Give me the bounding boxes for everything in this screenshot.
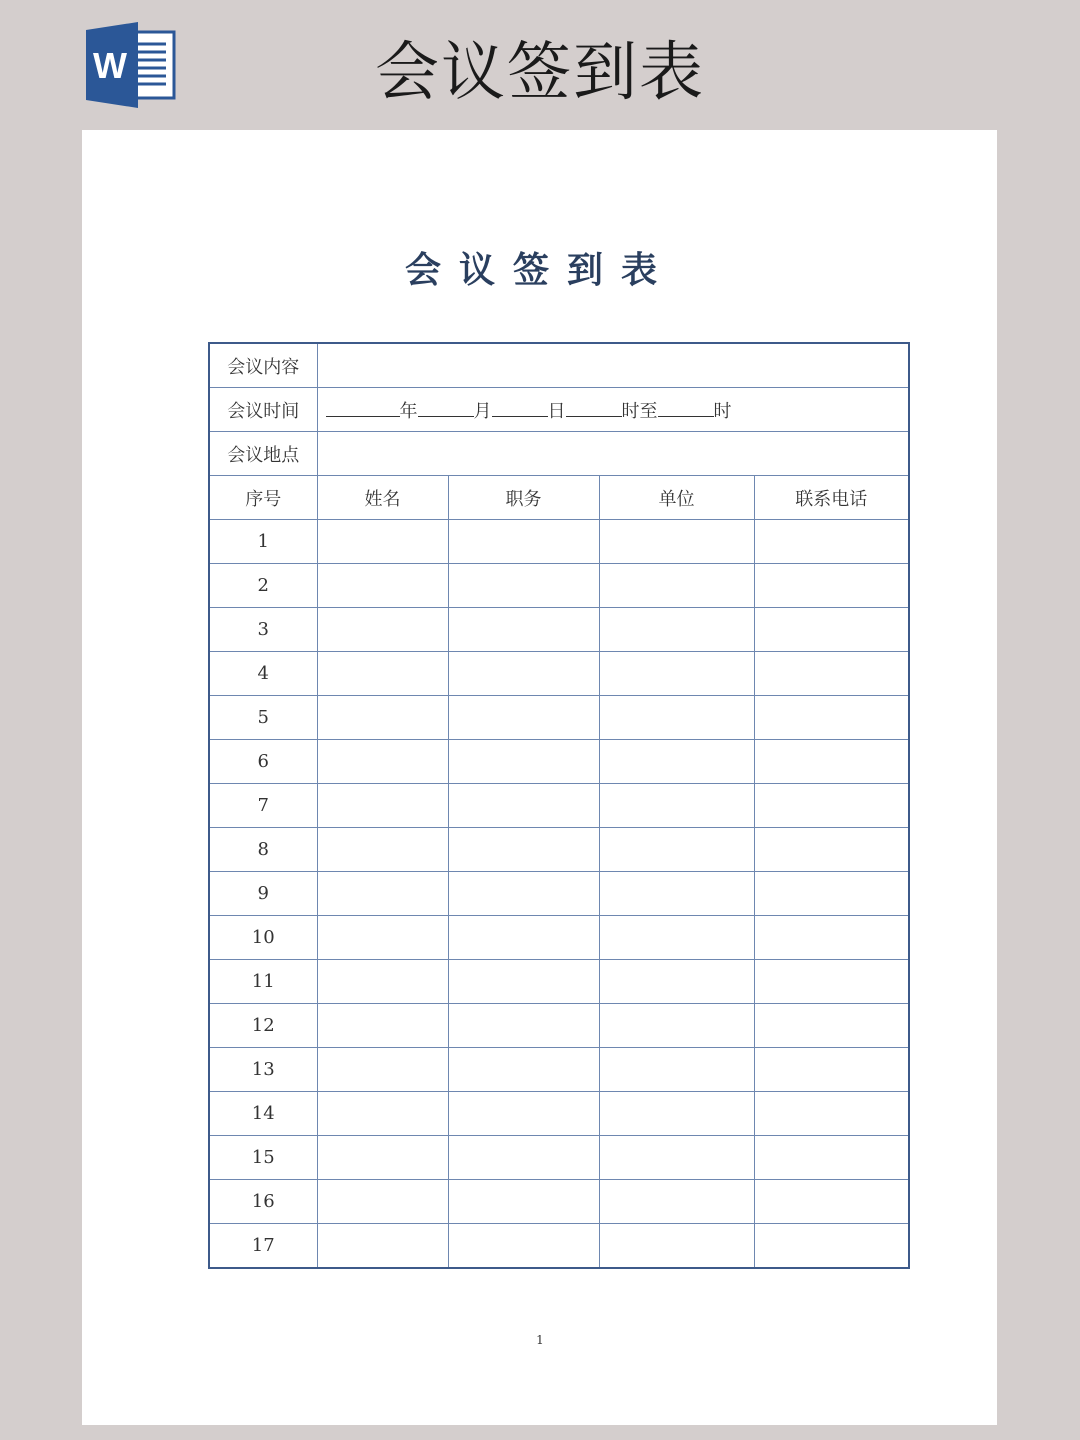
- meeting-location-field[interactable]: [317, 432, 909, 476]
- table-row: [209, 520, 909, 564]
- position-cell[interactable]: [448, 652, 599, 696]
- meeting-location-label: 会议地点: [209, 432, 317, 476]
- phone-cell[interactable]: [754, 740, 909, 784]
- table-row: [209, 960, 909, 1004]
- table-row: [209, 1092, 909, 1136]
- phone-cell[interactable]: [754, 1004, 909, 1048]
- table-row: [209, 740, 909, 784]
- column-header-number: 序号: [209, 476, 317, 520]
- phone-cell[interactable]: [754, 564, 909, 608]
- meeting-content-label: 会议内容: [209, 343, 317, 388]
- table-row: [209, 1180, 909, 1224]
- page-number: 1: [536, 1333, 544, 1347]
- row-number-cell: 17: [209, 1224, 317, 1269]
- organization-cell[interactable]: [599, 784, 754, 828]
- banner-title: 会议签到表: [375, 36, 705, 110]
- phone-cell[interactable]: [754, 1180, 909, 1224]
- organization-cell[interactable]: [599, 564, 754, 608]
- phone-cell[interactable]: [754, 608, 909, 652]
- year-blank[interactable]: [326, 398, 400, 417]
- organization-cell[interactable]: [599, 828, 754, 872]
- position-cell[interactable]: [448, 960, 599, 1004]
- table-row: [209, 1004, 909, 1048]
- table-row: [209, 652, 909, 696]
- row-number-cell: 1: [209, 520, 317, 564]
- column-header-name: 姓名: [317, 476, 448, 520]
- phone-cell[interactable]: [754, 1224, 909, 1269]
- position-cell[interactable]: [448, 1048, 599, 1092]
- organization-cell[interactable]: [599, 872, 754, 916]
- position-cell[interactable]: [448, 916, 599, 960]
- name-cell[interactable]: [317, 784, 448, 828]
- row-number-cell: 15: [209, 1136, 317, 1180]
- position-cell[interactable]: [448, 1092, 599, 1136]
- phone-cell[interactable]: [754, 960, 909, 1004]
- word-icon-letter: W: [93, 45, 127, 86]
- organization-cell[interactable]: [599, 740, 754, 784]
- phone-cell[interactable]: [754, 1092, 909, 1136]
- month-unit: 月: [473, 400, 492, 422]
- position-cell[interactable]: [448, 828, 599, 872]
- name-cell[interactable]: [317, 740, 448, 784]
- document-title: 会议签到表: [404, 250, 675, 291]
- organization-cell[interactable]: [599, 1048, 754, 1092]
- organization-cell[interactable]: [599, 652, 754, 696]
- organization-cell[interactable]: [599, 520, 754, 564]
- name-cell[interactable]: [317, 564, 448, 608]
- column-header-row: [209, 476, 909, 520]
- name-cell[interactable]: [317, 1092, 448, 1136]
- table-row: [209, 696, 909, 740]
- row-number-cell: 4: [209, 652, 317, 696]
- table-row: [209, 828, 909, 872]
- meeting-time-blanks: [326, 401, 732, 422]
- sign-in-table: [208, 342, 910, 1269]
- phone-cell[interactable]: [754, 872, 909, 916]
- table-row: [209, 1048, 909, 1092]
- phone-cell[interactable]: [754, 784, 909, 828]
- row-number-cell: 16: [209, 1180, 317, 1224]
- position-cell[interactable]: [448, 740, 599, 784]
- phone-cell[interactable]: [754, 828, 909, 872]
- row-number-cell: 5: [209, 696, 317, 740]
- name-cell[interactable]: [317, 608, 448, 652]
- hour-unit: 时: [713, 400, 732, 422]
- day-unit: 日: [547, 400, 566, 422]
- meeting-location-row: [209, 432, 909, 476]
- row-number-cell: 10: [209, 916, 317, 960]
- position-cell[interactable]: [448, 784, 599, 828]
- name-cell[interactable]: [317, 916, 448, 960]
- day-blank[interactable]: [492, 398, 548, 417]
- table-row: [209, 916, 909, 960]
- row-number-cell: 12: [209, 1004, 317, 1048]
- position-cell[interactable]: [448, 696, 599, 740]
- phone-cell[interactable]: [754, 696, 909, 740]
- meeting-time-label: 会议时间: [209, 388, 317, 432]
- name-cell[interactable]: [317, 520, 448, 564]
- name-cell[interactable]: [317, 652, 448, 696]
- hour-to-unit: 时至: [621, 400, 658, 422]
- banner-header: [0, 0, 1080, 130]
- organization-cell[interactable]: [599, 916, 754, 960]
- row-number-cell: 6: [209, 740, 317, 784]
- position-cell[interactable]: [448, 1180, 599, 1224]
- name-cell[interactable]: [317, 1180, 448, 1224]
- month-blank[interactable]: [418, 398, 474, 417]
- organization-cell[interactable]: [599, 1224, 754, 1269]
- column-header-phone: 联系电话: [754, 476, 909, 520]
- position-cell[interactable]: [448, 1136, 599, 1180]
- name-cell[interactable]: [317, 1224, 448, 1269]
- phone-cell[interactable]: [754, 1136, 909, 1180]
- table-row: [209, 1224, 909, 1269]
- name-cell[interactable]: [317, 1136, 448, 1180]
- row-number-cell: 2: [209, 564, 317, 608]
- phone-cell[interactable]: [754, 652, 909, 696]
- position-cell[interactable]: [448, 1224, 599, 1269]
- row-number-cell: 13: [209, 1048, 317, 1092]
- phone-cell[interactable]: [754, 1048, 909, 1092]
- end-hour-blank[interactable]: [658, 398, 714, 417]
- name-cell[interactable]: [317, 960, 448, 1004]
- row-number-cell: 7: [209, 784, 317, 828]
- column-header-organization: 单位: [599, 476, 754, 520]
- position-cell[interactable]: [448, 608, 599, 652]
- organization-cell[interactable]: [599, 1092, 754, 1136]
- meeting-content-row: [209, 343, 909, 388]
- position-cell[interactable]: [448, 520, 599, 564]
- row-number-cell: 3: [209, 608, 317, 652]
- table-row: [209, 564, 909, 608]
- row-number-cell: 14: [209, 1092, 317, 1136]
- year-unit: 年: [399, 400, 418, 422]
- name-cell[interactable]: [317, 828, 448, 872]
- row-number-cell: 9: [209, 872, 317, 916]
- organization-cell[interactable]: [599, 608, 754, 652]
- table-row: [209, 784, 909, 828]
- organization-cell[interactable]: [599, 1180, 754, 1224]
- name-cell[interactable]: [317, 872, 448, 916]
- phone-cell[interactable]: [754, 520, 909, 564]
- table-row: [209, 608, 909, 652]
- row-number-cell: 11: [209, 960, 317, 1004]
- position-cell[interactable]: [448, 1004, 599, 1048]
- table-row: [209, 872, 909, 916]
- organization-cell[interactable]: [599, 696, 754, 740]
- position-cell[interactable]: [448, 872, 599, 916]
- meeting-content-field[interactable]: [317, 343, 909, 388]
- row-number-cell: 8: [209, 828, 317, 872]
- organization-cell[interactable]: [599, 1136, 754, 1180]
- name-cell[interactable]: [317, 696, 448, 740]
- meeting-time-field[interactable]: [317, 388, 909, 432]
- table-row: [209, 1136, 909, 1180]
- phone-cell[interactable]: [754, 916, 909, 960]
- column-header-position: 职务: [448, 476, 599, 520]
- organization-cell[interactable]: [599, 960, 754, 1004]
- organization-cell[interactable]: [599, 1004, 754, 1048]
- meeting-time-row: [209, 388, 909, 432]
- name-cell[interactable]: [317, 1004, 448, 1048]
- start-hour-blank[interactable]: [566, 398, 622, 417]
- name-cell[interactable]: [317, 1048, 448, 1092]
- position-cell[interactable]: [448, 564, 599, 608]
